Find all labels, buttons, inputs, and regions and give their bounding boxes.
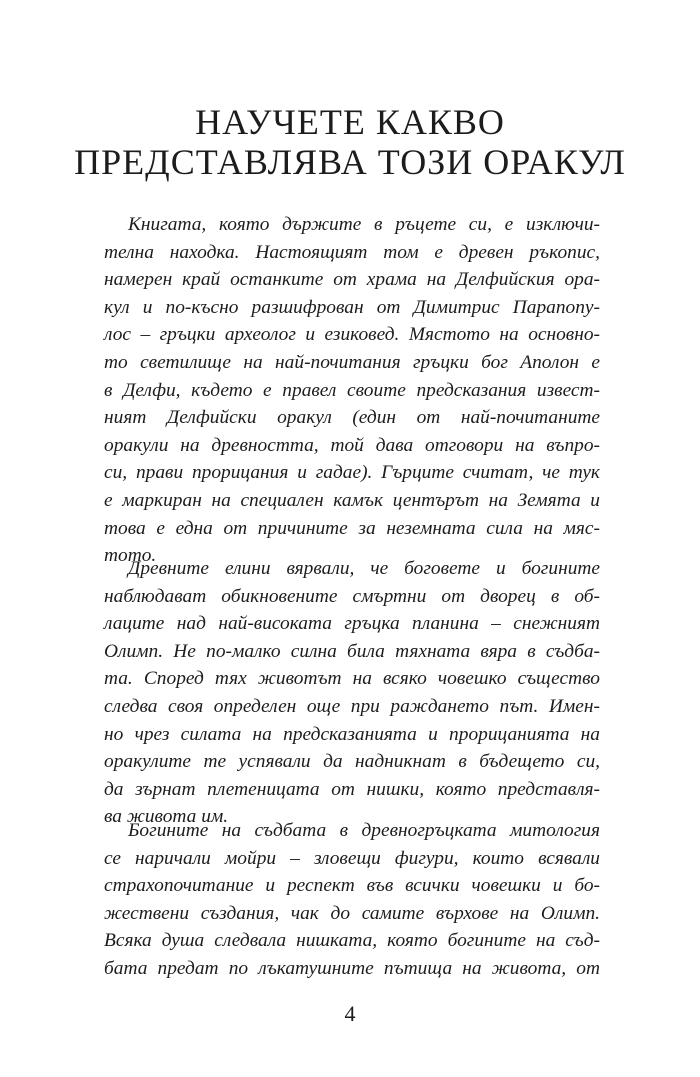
text-line: Олимп. Не по-малко силна била тяхната вяра в съдба- <box>104 640 600 662</box>
text-line: в Делфи, където е правел своите предсказания извест- <box>104 379 600 401</box>
text-line: това е една от причините за неземната сила на мяс- <box>104 517 600 539</box>
text-line: оракулите те успявали да надникнат в бъдещето си, <box>104 751 600 773</box>
text-line: лос – гръцки археолог и езиковед. Мястото на основно- <box>104 324 600 346</box>
paragraph-2 <box>104 555 600 831</box>
text-line: се наричали мойри – зловещи фигури, които всявали <box>104 847 600 869</box>
text-line: но чрез силата на предсказанията и прорицанията на <box>104 723 600 745</box>
text-line: Книгата, която държите в ръцете си, е изключи- <box>128 214 600 235</box>
paragraph-1 <box>104 211 600 570</box>
text-line: да зърнат плетеницата от нишки, която представля- <box>104 778 600 800</box>
text-line: си, прави прорицания и гадае). Гърците считат, че тук <box>104 462 600 484</box>
text-line: лаците над най-високата гръцка планина – снежният <box>104 613 600 635</box>
text-line: жествени създания, чак до самите върхове на Олимп. <box>104 902 600 924</box>
text-line: Древните елини вярвали, че боговете и богините <box>128 558 600 579</box>
text-line: е маркиран на специален камък центърът на Земята и <box>104 489 600 511</box>
text-line: наблюдават обикновените смъртни от дворец в об- <box>104 585 600 607</box>
text-line: телна находка. Настоящият том е древен ръкопис, <box>104 241 600 263</box>
text-line: Богините на съдбата в древногръцката митология <box>128 820 600 841</box>
text-line: следва своя определен още при раждането път. Имен- <box>104 695 600 717</box>
chapter-title-line-2: ПРЕДСТАВЛЯВА ТОЗИ ОРАКУЛ <box>74 142 626 182</box>
text-line: то светилище на най-почитания гръцки бог Аполон е <box>104 351 600 373</box>
text-line: намерен край останките от храма на Делфийския ора- <box>104 269 600 291</box>
text-line: та. Според тях животът на всяко човешко същество <box>104 668 600 690</box>
page-number: 4 <box>344 1001 356 1026</box>
chapter-title-line-1: НАУЧЕТЕ КАКВО <box>195 102 505 142</box>
text-line: Всяка душа следвала нишката, която богините на съд- <box>104 930 600 952</box>
text-line: оракули на древността, той дава отговори на въпро- <box>104 434 600 456</box>
text-line: ва живота им. <box>104 806 229 828</box>
text-line: кул и по-късно разшифрован от Димитрис Парапопу- <box>104 296 600 318</box>
text-line: бата предат по лъкатушните пътища на живота, от <box>104 957 600 979</box>
text-line: страхопочитание и респект във всички човешки и бо- <box>104 875 600 897</box>
text-line: тото. <box>104 545 157 567</box>
text-line: ният Делфийски оракул (един от най-почитаните <box>104 407 600 429</box>
paragraph-3 <box>104 817 600 983</box>
